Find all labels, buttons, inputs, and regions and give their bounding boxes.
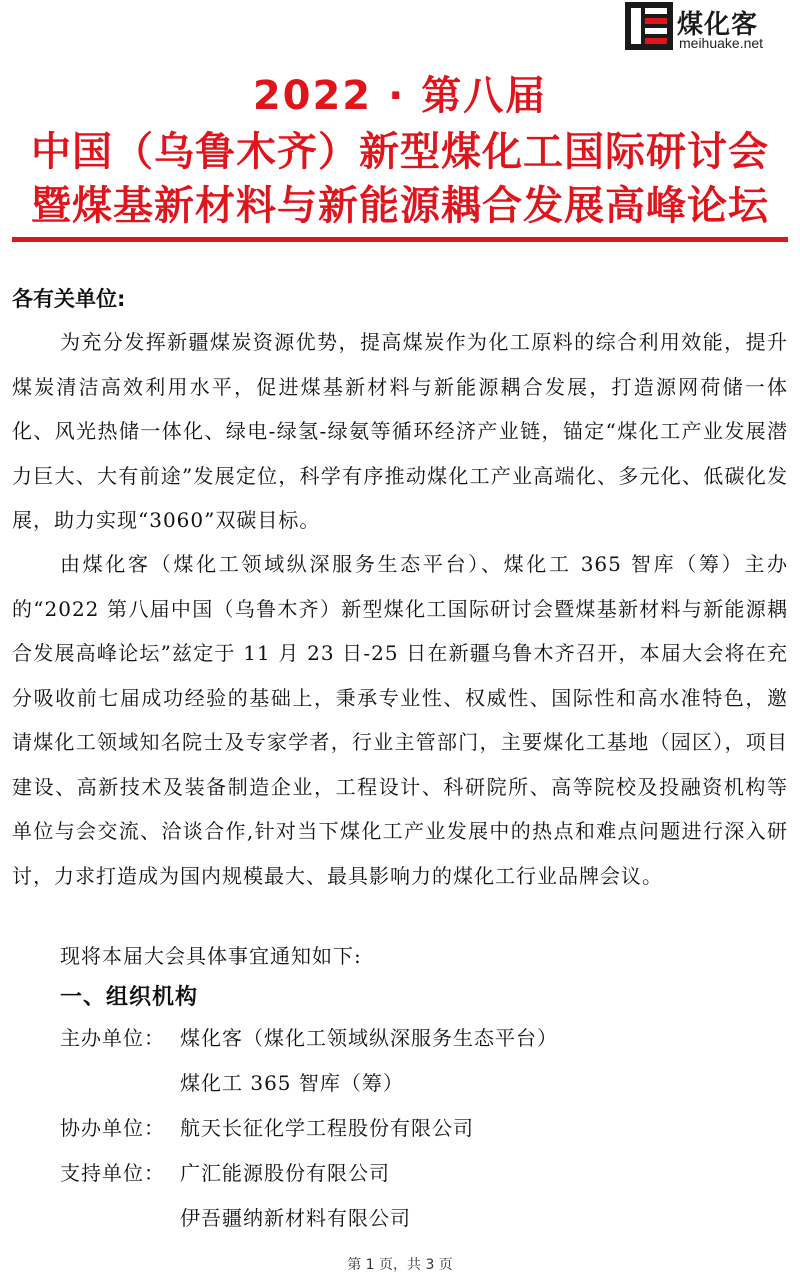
intro-paragraph: 为充分发挥新疆煤炭资源优势，提高煤炭作为化工原料的综合利用效能，提升煤炭清洁高效利用水平，促进煤基新材料与新能源耦合发展，打造源网荷储一体化、风光热储一体化、绿电-绿氢-绿氨等循环经济产业链，锚定“煤化工产业发展潜力巨大、大有前途”发展定位，科学有序推动煤化工产业高端化、多元化、低碳化发展，助力实现“3060”双碳目标。 (12, 330, 788, 532)
host-row (60, 1022, 558, 1051)
section-heading-organization: 一、组织机构 (60, 985, 199, 1010)
brand-logo (625, 2, 785, 56)
salutation: 各有关单位: (12, 287, 126, 311)
supporter-label: 支持单位： (60, 1161, 165, 1185)
meihuake-logo-icon (625, 2, 673, 50)
title-line-3: 暨煤基新材料与新能源耦合发展高峰论坛 (31, 183, 769, 229)
supporter-value-1: 广汇能源股份有限公司 (180, 1161, 390, 1185)
title-line-2: 中国（乌鲁木齐）新型煤化工国际研讨会 (31, 129, 769, 175)
organizer-paragraph: 由煤化客（煤化工领域纵深服务生态平台）、煤化工 365 智库（筹）主办的“2022 第八届中国（乌鲁木齐）新型煤化工国际研讨会暨煤基新材料与新能源耦合发展高峰论坛”兹定于 11 月 23 日-25 日在新疆乌鲁木齐召开，本届大会将在充分吸收前七届成功经验的基础上，秉承专业性、权威性、国际性和高水准特色，邀请煤化工领域知名院士及专家学者，行业主管部门，主要煤化工基地（园区），项目建设、高新技术及装备制造企业，工程设计、科研院所、高等院校及投融资机构等单位与会交流、洽谈合作,针对当下煤化工产业发展中的热点和难点问题进行深入研讨，力求打造成为国内规模最大、最具影响力的煤化工行业品牌会议。 (12, 552, 788, 888)
title-line-1: 2022 · 第八届 (252, 73, 548, 119)
supporter-row (60, 1157, 390, 1186)
page-number: 第 1 页，共 3 页 (347, 1257, 453, 1273)
host-value-2: 煤化工 365 智库（筹） (180, 1071, 404, 1095)
host-value-1: 煤化客（煤化工领域纵深服务生态平台） (180, 1026, 558, 1050)
co-organizer-label: 协办单位： (60, 1116, 165, 1140)
supporter-value-2: 伊吾疆纳新材料有限公司 (180, 1206, 411, 1230)
brand-name: 煤化客 (677, 10, 759, 40)
co-organizer-row (60, 1112, 474, 1141)
co-organizer-value: 航天长征化学工程股份有限公司 (180, 1116, 474, 1140)
host-label: 主办单位： (60, 1026, 165, 1050)
notice-paragraph: 现将本届大会具体事宜通知如下: (60, 944, 362, 968)
brand-url: meihuake.net (679, 35, 764, 51)
title-divider (12, 237, 788, 242)
